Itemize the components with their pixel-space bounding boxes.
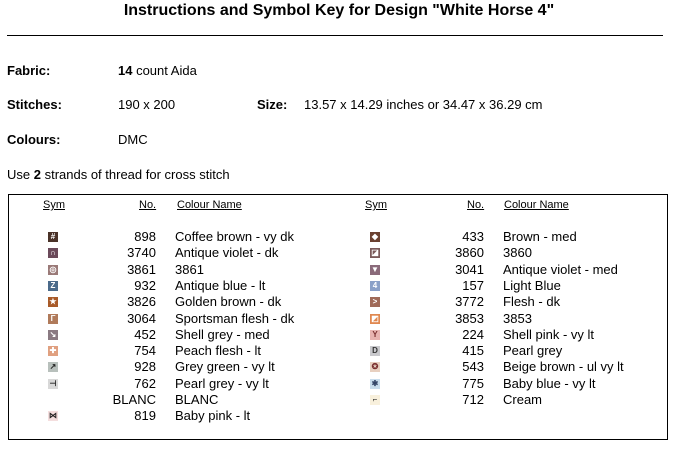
no-header-right: No.: [467, 199, 485, 211]
colours-label: Colours:: [7, 132, 61, 147]
color-swatch-icon: ↗: [49, 362, 57, 372]
thread-number: 932: [134, 277, 156, 293]
size-value: 13.57 x 14.29 inches or 34.47 x 36.29 cm: [304, 97, 543, 112]
color-swatch-icon: ✱: [371, 378, 379, 388]
color-swatch-icon: ◆: [371, 232, 379, 241]
thread-number: BLANC: [112, 392, 156, 407]
sym-header-right: Sym: [365, 199, 387, 211]
color-swatch-icon: [48, 395, 58, 405]
fabric-count: 14: [118, 63, 133, 78]
color-swatch-icon: Γ: [48, 314, 58, 324]
colour-name: Peach flesh - lt: [175, 343, 261, 359]
strands-count: 2: [33, 167, 41, 182]
thread-number: 415: [462, 343, 484, 359]
colour-name-header-left: Colour Name: [177, 199, 242, 211]
colour-name: Pearl grey: [503, 343, 563, 359]
color-swatch-icon: >: [370, 297, 380, 307]
colour-name: Baby pink - lt: [175, 408, 251, 424]
color-swatch-icon: ◩: [371, 313, 379, 323]
color-swatch-icon: ∩: [48, 248, 58, 258]
colour-name: Beige brown - ul vy lt: [503, 359, 624, 375]
color-swatch-icon: 4: [370, 281, 380, 291]
thread-number: 3064: [127, 310, 156, 326]
colour-name: 3853: [503, 310, 532, 326]
colour-name: Baby blue - vy lt: [503, 375, 596, 391]
fabric-label: Fabric:: [7, 63, 51, 78]
color-swatch-icon: Y: [370, 330, 380, 340]
colour-name: Pearl grey - vy lt: [175, 375, 269, 391]
thread-number: 452: [134, 326, 156, 342]
colour-name: Antique violet - med: [503, 261, 618, 277]
thread-number: 754: [134, 343, 156, 359]
colour-name: BLANC: [175, 392, 219, 407]
thread-number: 775: [462, 375, 484, 391]
colour-name: Light Blue: [503, 277, 561, 293]
colours-value: DMC: [118, 132, 148, 147]
color-swatch-icon: Z: [48, 281, 58, 291]
thread-number: 433: [462, 229, 484, 244]
stitches-value: 190 x 200: [118, 97, 176, 112]
stitches-label: Stitches:: [7, 97, 62, 112]
color-swatch-icon: ↘: [49, 329, 57, 339]
color-swatch-icon: ⋈: [49, 411, 57, 421]
colour-name: 3860: [503, 245, 532, 261]
thread-number: 3853: [455, 310, 484, 326]
sym-header-left: Sym: [43, 199, 65, 211]
thread-number: 3772: [455, 294, 484, 310]
strands-post: strands of thread for cross stitch: [40, 167, 230, 182]
fabric-value: [118, 63, 197, 78]
fabric-rest: count Aida: [132, 63, 197, 78]
thread-number: 3860: [455, 245, 484, 261]
color-swatch-icon: ⊣: [49, 378, 57, 388]
color-swatch-icon: ◪: [371, 248, 379, 258]
thread-number: 3740: [127, 245, 156, 261]
colour-name-header-right: Colour Name: [504, 199, 569, 211]
colour-name: Sportsman flesh - dk: [175, 310, 295, 326]
colour-name: Golden brown - dk: [175, 294, 282, 310]
no-header-left: No.: [139, 199, 157, 211]
colour-name: Shell pink - vy lt: [503, 326, 595, 342]
colour-name: Cream: [503, 392, 543, 407]
size-label: Size:: [257, 97, 288, 112]
colour-name: Grey green - vy lt: [175, 359, 275, 375]
color-swatch-icon: ◎: [49, 264, 57, 274]
color-swatch-icon: ✚: [49, 346, 57, 356]
thread-number: 3826: [127, 294, 156, 310]
color-swatch-icon: ⌐: [370, 395, 380, 405]
page-title: Instructions and Symbol Key for Design "White Horse 4": [123, 2, 555, 19]
thread-number: 3041: [455, 261, 484, 277]
colour-name: Antique blue - lt: [175, 277, 266, 293]
colour-name: Antique violet - dk: [175, 245, 279, 261]
strands-pre: Use: [7, 167, 34, 182]
strands-instruction: [7, 167, 230, 182]
thread-number: 3861: [127, 261, 156, 277]
title-rule: [7, 35, 663, 36]
thread-number: 898: [134, 229, 156, 244]
thread-number: 224: [462, 326, 484, 342]
colour-name: Coffee brown - vy dk: [175, 229, 294, 244]
color-swatch-icon: ✪: [371, 362, 379, 372]
colour-name: Shell grey - med: [175, 326, 270, 342]
thread-number: 543: [462, 359, 484, 375]
thread-number: 712: [462, 392, 484, 407]
thread-number: 762: [134, 375, 156, 391]
colour-name: 3861: [175, 261, 204, 277]
color-swatch-icon: #: [48, 232, 58, 242]
colour-name: Flesh - dk: [503, 294, 561, 310]
color-swatch-icon: D: [370, 346, 380, 356]
thread-number: 819: [134, 408, 156, 424]
color-swatch-icon: ▼: [371, 264, 379, 274]
thread-number: 928: [134, 359, 156, 375]
thread-number: 157: [462, 277, 484, 293]
colour-name: Brown - med: [503, 229, 577, 244]
color-swatch-icon: ★: [49, 297, 57, 307]
